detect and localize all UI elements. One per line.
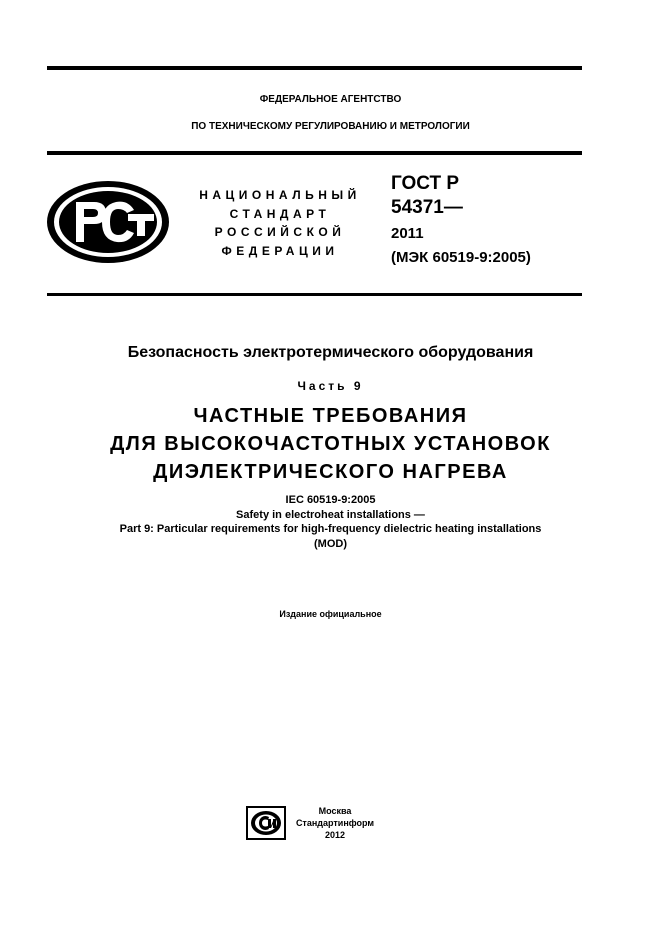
designation-line-4: (МЭК 60519-9:2005) (391, 249, 531, 266)
iec-reference: IEC 60519-9:2005 (285, 494, 376, 506)
publisher-city: Москва (318, 806, 352, 816)
national-standard-line: СТАНДАРТ (229, 206, 331, 221)
header-rule (47, 151, 582, 155)
part-number: Часть 9 (297, 379, 364, 393)
designation-line-1: ГОСТ Р (391, 173, 460, 194)
rst-certification-logo (46, 180, 170, 264)
agency-line-2: ПО ТЕХНИЧЕСКОМУ РЕГУЛИРОВАНИЮ И МЕТРОЛОГИИ (191, 121, 470, 132)
subtitle-line: ЧАСТНЫЕ ТРЕБОВАНИЯ (193, 405, 468, 427)
publication-year: 2012 (324, 830, 346, 840)
standard-designation (391, 172, 531, 268)
top-rule (47, 66, 582, 70)
designation-line-2: 54371— (391, 197, 463, 218)
english-title-block (0, 493, 661, 551)
document-title: Безопасность электротермического оборудования (127, 344, 534, 361)
document-subtitle (0, 402, 661, 486)
national-standard-block (170, 186, 390, 260)
edition-note: Издание официальное (279, 609, 382, 619)
standartinform-logo (246, 806, 286, 840)
publisher-name: Стандартинформ (295, 818, 375, 828)
subtitle-line: ДИЭЛЕКТРИЧЕСКОГО НАГРЕВА (153, 461, 508, 483)
modification-note: (MOD) (314, 537, 347, 550)
national-standard-line: РОССИЙСКОЙ (214, 225, 346, 239)
designation-line-3: 2011 (391, 225, 424, 242)
subtitle-line: ДЛЯ ВЫСОКОЧАСТОТНЫХ УСТАНОВОК (110, 433, 551, 455)
english-title-line: Safety in electroheat installations — (236, 508, 425, 521)
publisher-info (294, 805, 376, 841)
english-title-line: Part 9: Particular requirements for high-frequency dielectric heating installations (119, 523, 542, 535)
agency-line-1: ФЕДЕРАЛЬНОЕ АГЕНТСТВО (259, 94, 402, 105)
national-standard-line: НАЦИОНАЛЬНЫЙ (199, 188, 361, 202)
designation-rule (47, 293, 582, 296)
national-standard-line: ФЕДЕРАЦИИ (221, 243, 339, 258)
